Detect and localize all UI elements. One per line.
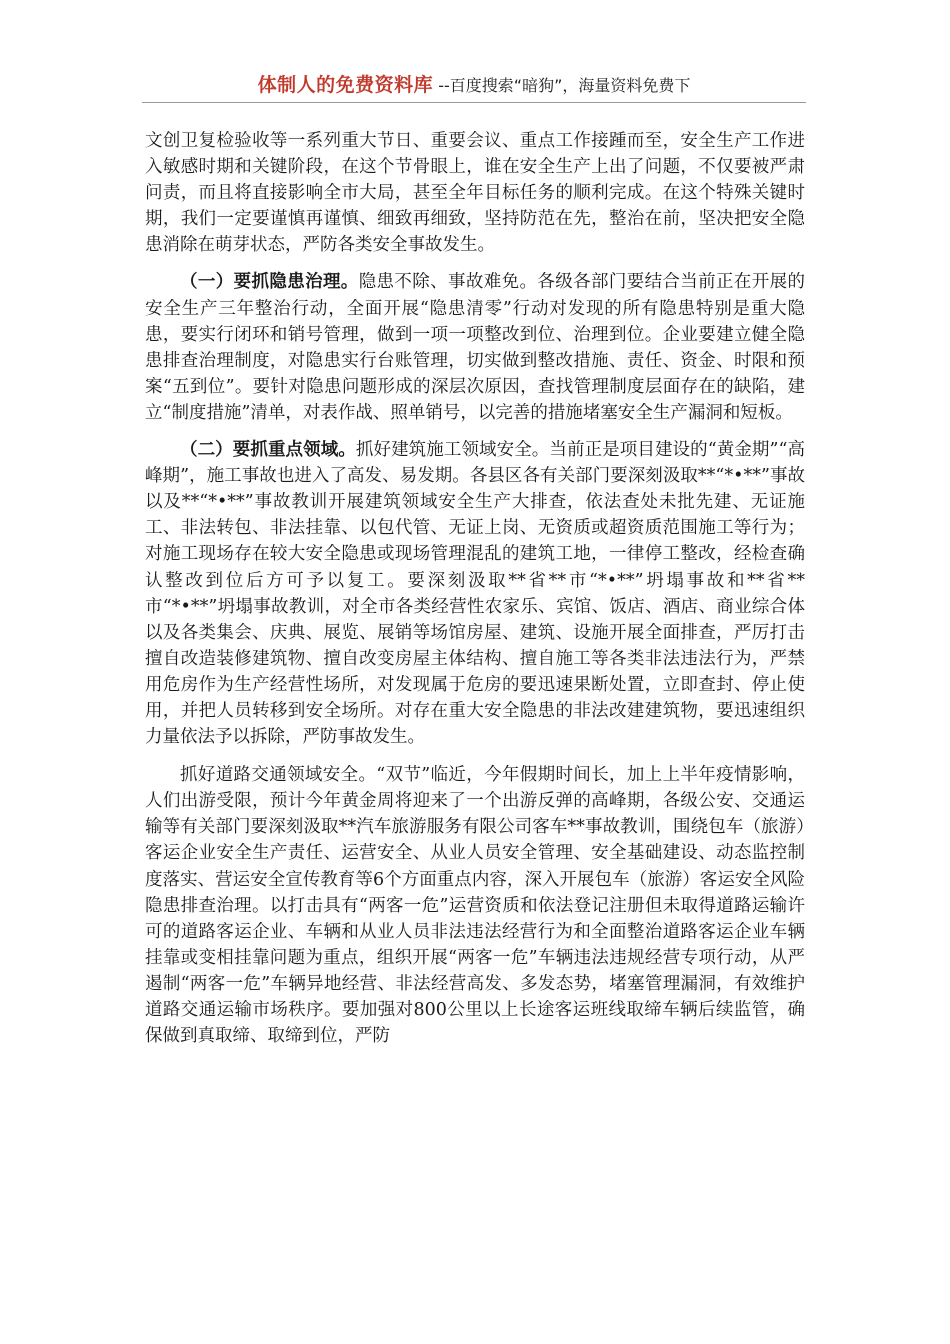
paragraph-key-areas	[145, 437, 805, 750]
paragraph-hazard-governance	[145, 269, 805, 426]
paragraph-text: 文创卫复检验收等一系列重大节日、重要会议、重点工作接踵而至，安全生产工作进入敏感时期和关键阶段，在这个节骨眼上，谁在安全生产上出了问题，不仅要被严肃问责，而且将直接影响全市大局，甚至全年目标任务的顺利完成。在这个特殊关键时期，我们一定要谨慎再谨慎、细致再细致，坚持防范在先，整治在前，坚决把安全隐患消除在萌芽状态，严防各类安全事故发生。	[145, 131, 805, 256]
document-body	[145, 128, 805, 1049]
paragraph-intro	[145, 128, 805, 258]
page-header	[142, 70, 806, 103]
paragraph-text: 抓好建筑施工领域安全。当前正是项目建设的“黄金期”“高峰期”，施工事故也进入了高发、易发期。各县区各有关部门要深刻汲取**“*•**”事故以及**“*•**”事故教训开展建筑领域安全生产大排查，依法查处未批先建、无证施工、非法转包、非法挂靠、以包代管、无证上岗、无资质或超资质范围施工等行为；对施工现场存在较大安全隐患或现场管理混乱的建筑工地，一律停工整改，经检查确认整改到位后方可予以复工。要深刻汲取**省**市“*•**”坍塌事故和**省**市“*•**”坍塌事故教训，对全市各类经营性农家乐、宾馆、饭店、酒店、商业综合体以及各类集会、庆典、展览、展销等场馆房屋、建筑、设施开展全面排查，严厉打击擅自改造装修建筑物、擅自改变房屋主体结构、擅自施工等各类非法违法行为，严禁用危房作为生产经营性场所，对发现属于危房的要迅速果断处置，立即查封、停止使用，并把人员转移到安全场所。对存在重大安全隐患的非法改建建筑物，要迅速组织力量依法予以拆除，严防事故发生。	[145, 440, 805, 748]
header-search-hint: --百度搜索“暗狗”，海量资料免费下	[433, 76, 691, 95]
paragraph-text: 隐患不除、事故难免。各级各部门要结合当前正在开展的安全生产三年整治行动，全面开展“隐患清零”行动对发现的所有隐患特别是重大隐患，要实行闭环和销号管理，做到一项一项整改到位、治理到位。企业要建立健全隐患排查治理制度，对隐患实行台账管理，切实做到整改措施、责任、资金、时限和预案“五到位”。要针对隐患问题形成的深层次原因，查找管理制度层面存在的缺陷，建立“制度措施”清单，对表作战、照单销号，以完善的措施堵塞安全生产漏洞和短板。	[145, 272, 806, 423]
paragraph-text: 抓好道路交通领域安全。“双节”临近，今年假期时间长，加上上半年疫情影响，人们出游受限，预计今年黄金周将迎来了一个出游反弹的高峰期，各级公安、交通运输等有关部门要深刻汲取**汽车旅游服务有限公司客车**事故教训，围绕包车（旅游）客运企业安全生产责任、运营安全、从业人员安全管理、安全基础建设、动态监控制度落实、营运安全宣传教育等6个方面重点内容，深入开展包车（旅游）客运安全风险隐患排查治理。以打击具有“两客一危”运营资质和依法登记注册但未取得道路运输许可的道路客运企业、车辆和从业人员非法违法经营行为和全面整治道路客运企业车辆挂靠或变相挂靠问题为重点，组织开展“两客一危”车辆违法违规经营专项行动，从严遏制“两客一危”车辆异地经营、非法经营高发、多发态势，堵塞管理漏洞，有效维护道路交通运输市场秩序。要加强对800公里以上长途客运班线取缔车辆后续监管，确保做到真取缔、取缔到位，严防	[145, 765, 805, 1047]
section-heading-hazard: （一）要抓隐患治理。	[180, 272, 359, 293]
paragraph-road-traffic	[145, 762, 805, 1049]
header-brand-title: 体制人的免费资料库	[257, 74, 434, 96]
section-heading-key-areas: （二）要抓重点领域。	[180, 440, 356, 461]
